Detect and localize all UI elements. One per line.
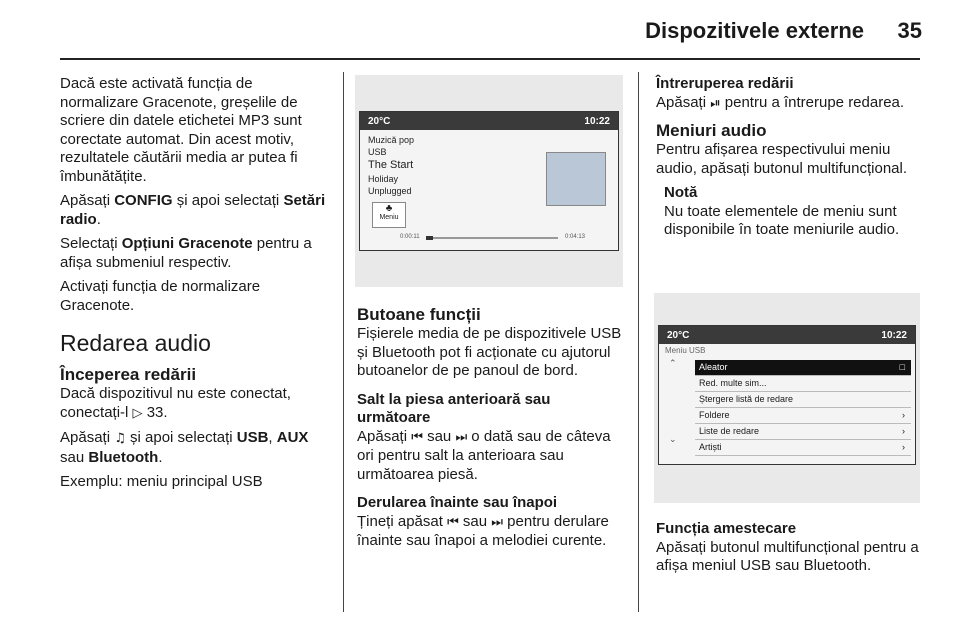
usb-menu-list xyxy=(695,360,911,456)
track-line-5: Unplugged xyxy=(368,186,412,196)
column-3-bottom xyxy=(656,520,924,582)
chevron-right-icon: › xyxy=(902,410,905,420)
menu-item[interactable] xyxy=(695,424,911,440)
progress-track xyxy=(426,237,558,239)
progress-fill xyxy=(426,236,433,240)
paragraph-options: Selectați Opțiuni Gracenote pentru a afișa submeniul respectiv. xyxy=(60,235,312,271)
time-total: 0:04:13 xyxy=(565,234,586,240)
screen2-top-bar xyxy=(659,326,915,344)
checkbox-icon: □ xyxy=(899,362,905,372)
reference-arrow-icon: ▷ xyxy=(132,405,143,421)
page-number: 35 xyxy=(897,18,922,43)
note-box xyxy=(664,184,924,240)
clock: 10:22 xyxy=(584,115,610,127)
paragraph-select-source: Apăsați ♫ și apoi selectați USB, AUX sau Bluetooth. xyxy=(60,429,309,466)
usb-menu-screen xyxy=(658,325,916,465)
clock: 10:22 xyxy=(881,329,907,341)
temperature: 20°C xyxy=(667,329,690,341)
chevron-right-icon: › xyxy=(902,442,905,452)
paragraph-audio-menu: Pentru afișarea respectivului meniu audio, apăsați butonul multifuncțional. xyxy=(656,141,908,177)
menu-item[interactable] xyxy=(695,376,911,392)
paragraph-gracenote: Dacă este activată funcția de normalizare Gracenote, greșelile de scriere din datele etichetei MP3 sunt corectate automat. Din acest motiv, rezultatele căutării media ar putea fi îmbunătățite. xyxy=(60,75,302,185)
scroll-down-icon[interactable]: ⌄ xyxy=(669,434,677,444)
time-elapsed: 0:00:11 xyxy=(400,234,420,240)
rewind-icon: ⏮ xyxy=(447,514,459,530)
paragraph-activate: Activați funcția de normalizare Gracenote. xyxy=(60,278,261,314)
menu-item[interactable] xyxy=(695,440,911,456)
column-divider-1 xyxy=(343,72,344,612)
menu-item-label: Artiști xyxy=(699,442,722,452)
paragraph-connect: Dacă dispozitivul nu este conectat, conectați-l ▷ 33. xyxy=(60,385,291,421)
column-2-text xyxy=(357,305,623,557)
menu-title: Meniu USB xyxy=(665,346,706,355)
menu-item[interactable] xyxy=(695,392,911,408)
source-key-icon: ♫ xyxy=(114,431,126,446)
usb-label: USB xyxy=(368,147,387,157)
source-label: Muzică pop xyxy=(368,135,415,145)
heading-intrerupere: Întreruperea redării xyxy=(656,75,794,92)
menu-item-label: Red. multe sim... xyxy=(699,378,767,388)
menu-item[interactable] xyxy=(695,408,911,424)
scroll-up-icon[interactable]: ⌃ xyxy=(669,358,677,368)
paragraph-skip: Apăsați ⏮ sau ⏭ o dată sau de câteva ori pentru salt la anterioara sau următoarea piesă. xyxy=(357,427,611,483)
usb-main-screen xyxy=(359,111,619,251)
play-pause-icon: ⏯ xyxy=(710,95,721,111)
heading-salt: Salt la piesa anterioară sau următoare xyxy=(357,390,551,426)
menu-item-label: Ștergere listă de redare xyxy=(699,394,794,404)
header-rule xyxy=(60,58,920,60)
chevron-right-icon: › xyxy=(902,426,905,436)
menu-button[interactable] xyxy=(372,202,406,228)
heading-redarea-audio: Redarea audio xyxy=(60,330,211,356)
temperature: 20°C xyxy=(368,115,391,127)
menu-item-label: Aleator xyxy=(699,362,728,372)
heading-incepere: Începerea redării xyxy=(60,365,197,384)
paragraph-buttons: Fișierele media de pe dispozitivele USB și Bluetooth pot fi acționate cu ajutorul butoanelor de pe panoul de bord. xyxy=(357,325,622,379)
paragraph-shuffle: Apăsați butonul multifuncțional pentru a afișa meniul USB sau Bluetooth. xyxy=(656,538,919,574)
skip-forward-icon: ⏭ xyxy=(455,429,468,445)
paragraph-config: Apăsați CONFIG și apoi selectați Setări radio. xyxy=(60,192,326,228)
track-title: The Start xyxy=(368,159,414,171)
column-3 xyxy=(656,75,924,240)
paragraph-seek: Țineți apăsat ⏮ sau ⏭ pentru derulare înainte sau înapoi a melodiei curente. xyxy=(357,512,609,549)
paragraph-pause: Apăsați ⏯ pentru a întrerupe redarea. xyxy=(656,93,905,111)
screen-top-bar xyxy=(360,112,618,130)
menu-item[interactable] xyxy=(695,360,911,376)
paragraph-example: Exemplu: meniu principal USB xyxy=(60,473,263,490)
menu-item-label: Liste de redare xyxy=(699,426,760,436)
heading-amestecare: Funcția amestecare xyxy=(656,520,797,537)
heading-butoane: Butoane funcții xyxy=(357,305,481,324)
skip-back-icon: ⏮ xyxy=(411,429,423,445)
heading-meniuri-audio: Meniuri audio xyxy=(656,121,767,140)
column-1 xyxy=(60,75,332,498)
menu-icon: ♣ xyxy=(385,203,393,214)
fast-forward-icon: ⏭ xyxy=(491,514,503,530)
usb-menu-figure xyxy=(654,293,920,503)
note-title: Notă xyxy=(664,184,698,201)
usb-main-menu-figure xyxy=(355,75,623,287)
heading-derulare: Derularea înainte sau înapoi xyxy=(357,494,558,511)
album-art xyxy=(546,152,606,206)
note-text: Nu toate elementele de meniu sunt disponibile în toate meniurile audio. xyxy=(664,202,900,238)
column-divider-2 xyxy=(638,72,639,612)
menu-item-label: Foldere xyxy=(699,410,730,420)
page-header-title: Dispozitivele externe xyxy=(645,18,864,43)
track-line-4: Holiday xyxy=(368,174,399,184)
menu-label: Meniu xyxy=(379,214,399,221)
